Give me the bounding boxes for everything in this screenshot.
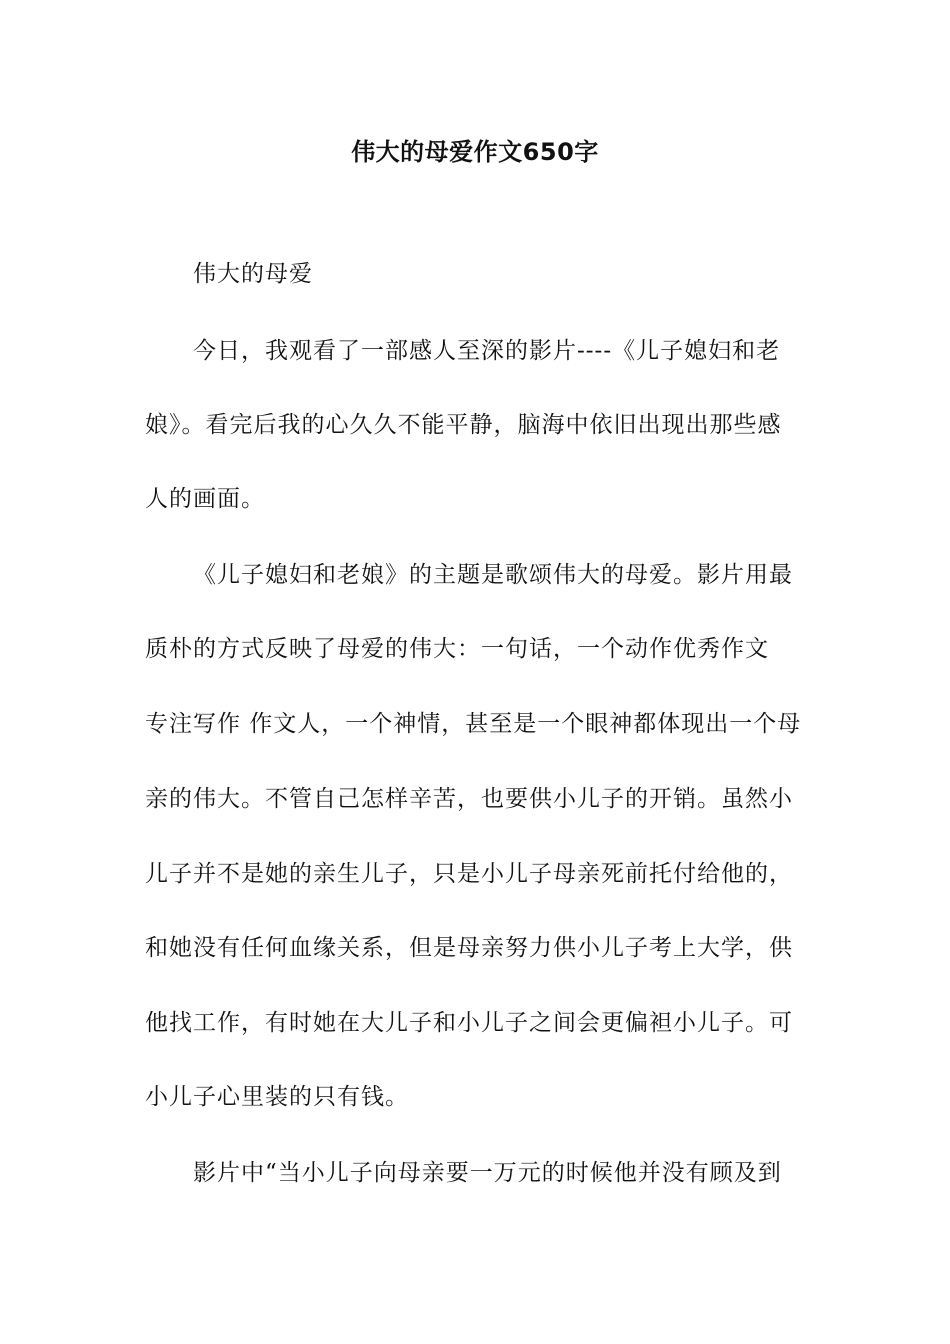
paragraph-line: 他找工作，有时她在大儿子和小儿子之间会更偏袒小儿子。可: [145, 1010, 793, 1036]
paragraph-line: 人的画面。: [145, 486, 265, 512]
paragraph-line: 儿子并不是她的亲生儿子，只是小儿子母亲死前托付给他的，: [145, 861, 793, 887]
section-heading: 伟大的母爱: [193, 261, 313, 287]
paragraph-line: 影片中“当小儿子向母亲要一万元的时候他并没有顾及到: [193, 1160, 782, 1186]
document-title: 伟大的母爱作文650字: [351, 138, 599, 166]
paragraph-line: 专注写作 作文人，一个神情，甚至是一个眼神都体现出一个母: [145, 711, 802, 737]
paragraph-line: 今日，我观看了一部感人至深的影片----《儿子媳妇和老: [193, 338, 781, 364]
paragraph-line: 质朴的方式反映了母爱的伟大：一句话，一个动作优秀作文: [145, 636, 769, 662]
paragraph-line: 和她没有任何血缘关系，但是母亲努力供小儿子考上大学，供: [145, 935, 793, 961]
paragraph-line: 娘》。看完后我的心久久不能平静，脑海中依旧出现出那些感: [145, 412, 782, 438]
paragraph-line: 亲的伟大。不管自己怎样辛苦，也要供小儿子的开销。虽然小: [145, 786, 793, 812]
paragraph-line: 《儿子媳妇和老娘》的主题是歌颂伟大的母爱。影片用最: [193, 562, 793, 588]
paragraph-line: 小儿子心里装的只有钱。: [145, 1084, 409, 1110]
